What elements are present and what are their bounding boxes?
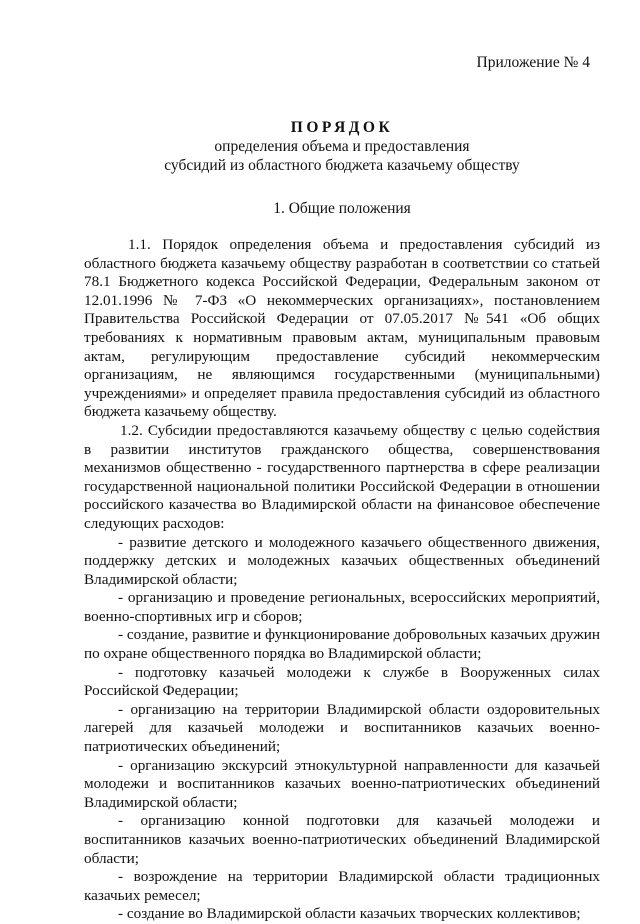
list-item: - создание во Владимирской области казачьих творческих коллективов;: [118, 905, 581, 923]
paragraph-1-2: 1.2. Субсидии предоставляются казачьему обществу с целью содействия в развитии институтов гражданского общества, совершенствования механизмов общественно - государственного партнерства в сфере реализации государственной национальной политики Российской Федерации в отношении российского казачества во Владимирской области на финансовое обеспечение следующих расходов:: [84, 421, 600, 532]
appendix-label: Приложение № 4: [476, 54, 590, 71]
list-item: - организацию и проведение региональных, всероссийских мероприятий, военно-спортивных игр и сборов;: [84, 589, 600, 625]
list-item: - создание, развитие и функционирование добровольных казачьих дружин по охране общественного порядка во Владимирской области;: [84, 626, 600, 663]
list-item: - организацию на территории Владимирской области оздоровительных лагерей для казачьей молодежи и воспитанников казачьих военно-патриотических объединений;: [84, 700, 600, 756]
document-subtitle-line-1: определения объема и предоставления: [214, 138, 470, 155]
section-heading: 1. Общие положения: [273, 200, 411, 217]
list-item: - организацию конной подготовки для казачьей молодежи и воспитанников казачьих военно-патриотических объединений Владимирской области;: [84, 812, 600, 867]
list-item: - возрождение на территории Владимирской области традиционных казачьих ремесел;: [84, 868, 600, 904]
document-subtitle-line-2: субсидий из областного бюджета казачьему обществу: [164, 157, 520, 174]
paragraph-1-1: 1.1. Порядок определения объема и предоставления субсидий из областного бюджета казачьему обществу разработан в соответствии со статьей 78.1 Бюджетного кодекса Российской Федерации, Федеральным законом от 12.01.1996 № 7-ФЗ «О некоммерческих организациях», постановлением Правительства Российской Федерации от 07.05.2017 №541 «Об общих требованиях к нормативным правовым актам, муниципальным правовым актам, регулирующим предоставление субсидий некоммерческим организациям, не являющимся государственными (муниципальными) учреждениями» и определяет правила предоставления субсидий из областного бюджета казачьему обществу.: [84, 236, 600, 421]
document-body: [84, 236, 600, 924]
document-title: ПОРЯДОК: [290, 119, 394, 136]
list-item: - подготовку казачьей молодежи к службе в Вооруженных силах Российской Федерации;: [84, 663, 600, 700]
list-item: - организацию экскурсий этнокультурной направленности для казачьей молодежи и воспитанников казачьих военно-патриотических объединений Владимирской области;: [84, 756, 600, 811]
list-item: - развитие детского и молодежного казачьего общественного движения, поддержку детских и молодежных казачьих общественных объединений Владимирской области;: [84, 533, 600, 588]
